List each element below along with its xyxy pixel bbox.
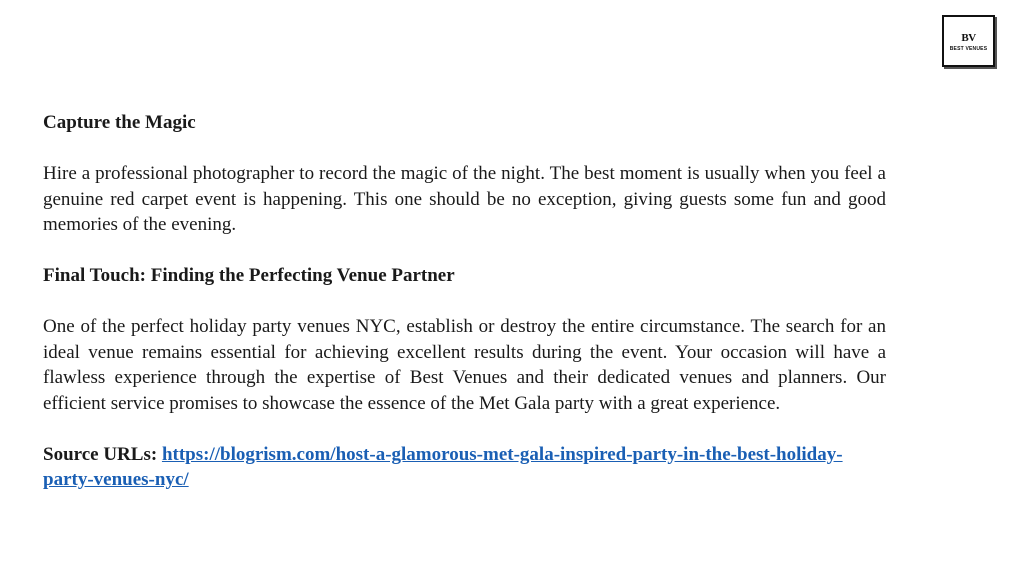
section-paragraph-capture-magic: Hire a professional photographer to record the magic of the night. The best moment is usually when you feel a genuine red carpet event is happening. This one should be no exception, giving guests some fun and good memories of the evening.: [43, 163, 886, 235]
spacer: [43, 136, 886, 162]
source-line: [43, 442, 886, 493]
logo-wordmark: BEST VENUES: [949, 45, 988, 52]
source-url-link[interactable]: https://blogrism.com/host-a-glamorous-met-gala-inspired-party-in-the-best-holiday-party-venues-nyc/: [43, 443, 843, 490]
document-body: [43, 110, 886, 493]
spacer: [43, 289, 886, 315]
spacer: [43, 238, 886, 264]
section-paragraph-final-touch: One of the perfect holiday party venues NYC, establish or destroy the entire circumstance. The search for an ideal venue remains essential for achieving excellent results during the event. Your occasion will have a flawless experience through the expertise of Best Venues and their dedicated venues and planners. Our efficient service promises to showcase the essence of the Met Gala party with a great experience.: [43, 316, 886, 414]
source-label: Source URLs:: [43, 443, 158, 465]
logo-monogram: BV: [961, 31, 976, 44]
brand-logo: [942, 15, 995, 67]
section-heading-final-touch: Final Touch: Finding the Perfecting Venue Partner: [43, 265, 455, 286]
spacer: [43, 416, 886, 442]
section-heading-capture-magic: Capture the Magic: [43, 112, 196, 133]
